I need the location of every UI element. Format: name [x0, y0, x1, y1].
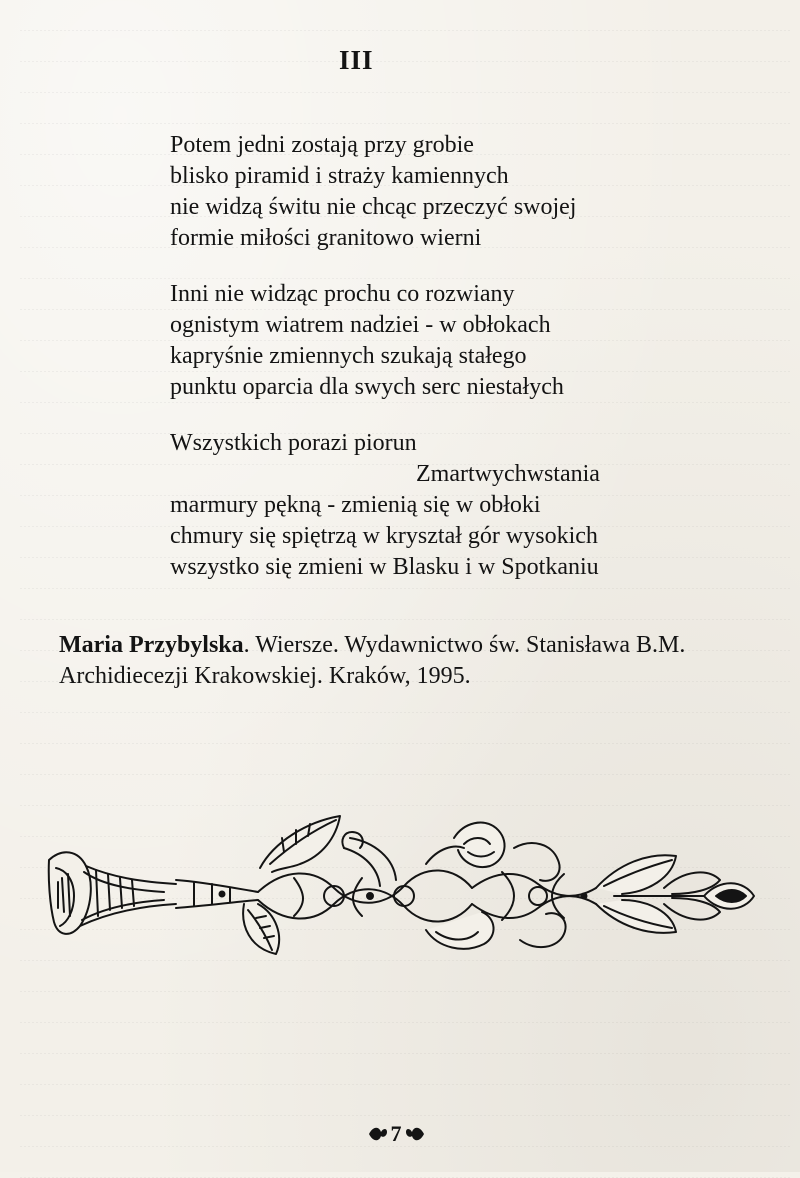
stanza — [170, 279, 600, 403]
page-number: 7 — [390, 1121, 402, 1146]
poem-line: formie miłości granitowo wierni — [170, 225, 482, 251]
poem-line: punktu oparcia dla swych serc niestałych — [170, 374, 564, 400]
credit-author: Maria Przybylska — [59, 632, 244, 658]
fleuron-left-icon — [367, 1124, 389, 1144]
page-folio — [356, 1121, 436, 1147]
section-number: III — [339, 45, 374, 75]
poem-line: nie widzą świtu nie chcąc przeczyć swojej — [170, 194, 577, 220]
poem-line: Potem jedni zostają przy grobie — [170, 132, 474, 158]
poem-line: Zmartwychwstania — [416, 461, 600, 487]
poem-line: Inni nie widząc prochu co rozwiany — [170, 281, 515, 307]
poem — [170, 130, 600, 608]
fleuron-right-icon — [404, 1124, 426, 1144]
poem-line: chmury się spiętrzą w kryształ gór wysokich — [170, 523, 598, 549]
poem-line: ognistym wiatrem nadziei - w obłokach — [170, 312, 551, 338]
poem-line: wszystko się zmieni w Blasku i w Spotkaniu — [170, 554, 599, 580]
bibliographic-credit — [59, 630, 759, 692]
poem-line: marmury pękną - zmienią się w obłoki — [170, 492, 541, 518]
stanza — [170, 428, 600, 583]
floral-vignette-icon — [44, 808, 760, 958]
poem-line: blisko piramid i straży kamiennych — [170, 163, 509, 189]
poem-line: Wszystkich porazi piorun — [170, 430, 417, 456]
poem-line: kapryśnie zmiennych szukają stałego — [170, 343, 527, 369]
credit-details: . Wiersze. Wydawnictwo św. Stanisława B.M. Archidiecezji Krakowskiej. Kraków, 1995. — [59, 632, 686, 689]
stanza — [170, 130, 600, 254]
